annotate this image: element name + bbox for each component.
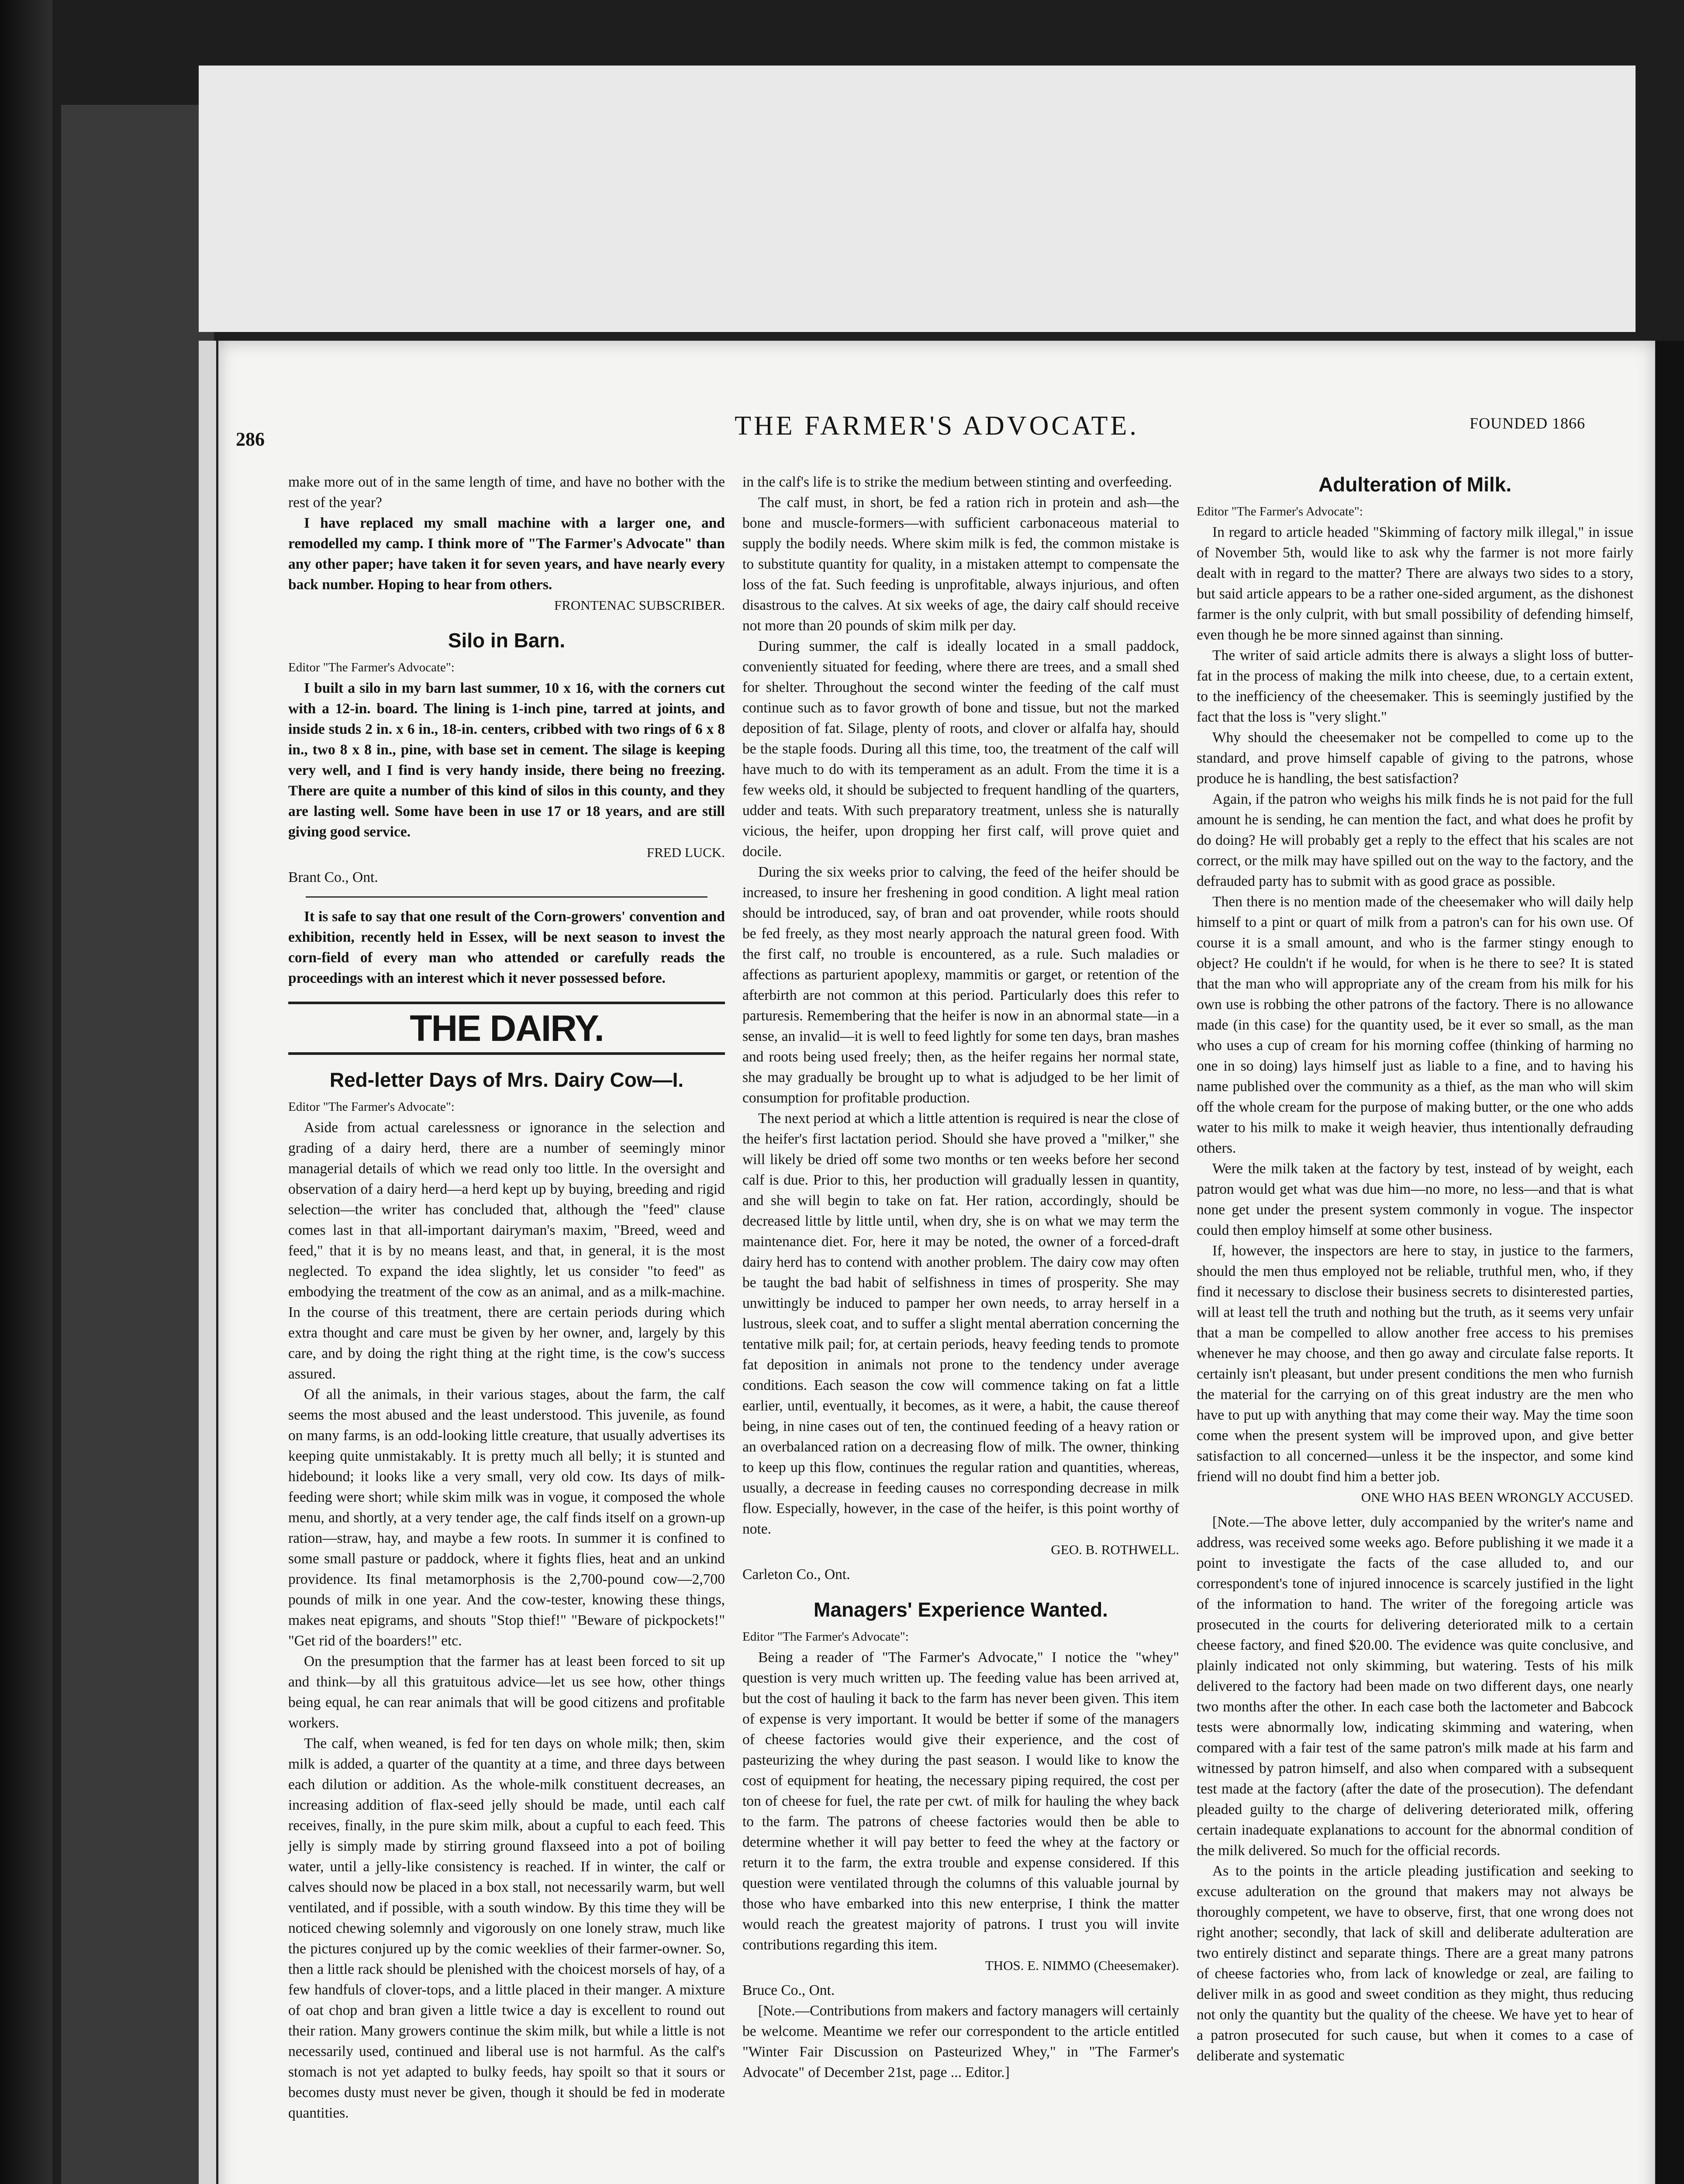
signature: FRONTENAC SUBSCRIBER.: [554, 598, 725, 613]
editor-note: [Note.—Contributions from makers and factory managers will certainly be welcome. Meantime we refer our correspondent to the article entitled "Winter Fair Discussion on Pasteurized Whey," in "The Farmer's Advocate" of December 21st, page ... Editor.]: [742, 2003, 1179, 2080]
paragraph: Were the milk taken at the factory by test, instead of by weight, each patron would get what was due him—no more, no less—and that is what none get under the present system commonly in vogue. The inspector could then employ himself at some other business.: [1197, 1161, 1633, 1238]
paragraph: I have replaced my small machine with a larger one, and remodelled my camp. I think more of "The Farmer's Advocate" than any other paper; have taken it for seven years, and have nearly every back number. Hoping to hear from others.: [288, 515, 725, 593]
paragraph: The writer of said article admits there is always a slight loss of butter-fat in the process of making the milk into cheese, due, to a certain extent, to the inefficiency of the cheesemaker. This is seemingly justified by the fact that the loss is "very slight.": [1197, 647, 1633, 725]
newspaper-page: [218, 341, 1655, 2184]
column-1: [288, 472, 725, 2123]
signature: ONE WHO HAS BEEN WRONGLY ACCUSED.: [1361, 1489, 1633, 1505]
masthead-title: THE FARMER'S ADVOCATE.: [735, 411, 1139, 441]
place-line: Brant Co., Ont.: [288, 869, 378, 885]
paragraph: Aside from actual carelessness or ignorance in the selection and grading of a dairy herd, there are a number of seemingly minor managerial details of which we read only too little. In the oversight and observation of a dairy herd—a herd kept up by buying, breeding and rigid selection—the writer has concluded that, although the "feed" clause comes last in that all-important dairyman's maxim, "Breed, weed and feed," that it is by no means least, and that, in general, it is the most neglected. To expand the idea slightly, let us consider "to feed" as embodying the treatment of the cow as an animal, and as a milk-machine. In the course of this treatment, there are certain periods during which extra thought and care must be given by her owner, and, largely by this care, and by doing the right thing at the right time, is the cow's success assured.: [288, 1120, 725, 1382]
department-banner: THE DAIRY.: [288, 1002, 725, 1055]
signature: THOS. E. NIMMO (Cheesemaker).: [985, 1958, 1179, 1973]
column-3: [1197, 472, 1633, 2066]
editor-line: Editor "The Farmer's Advocate":: [288, 660, 455, 674]
paragraph: The next period at which a little attention is required is near the close of the heifer's first lactation period. Should she have proved a "milker," she will likely be dried off some two months or ten weeks before her second calf is due. Prior to this, her production will gradually lessen in quantity, and she will begin to take on fat. Her ration, accordingly, should be decreased little by little until, when dry, she is on what we may term the maintenance diet. For, here it may be noted, the owner of a forced-draft dairy herd has to contend with another problem. The dairy cow may often be taught the bad habit of selfishness in times of prosperity. She may unwittingly be induced to pamper her own needs, to array herself in a lustrous, sleek coat, and to suffer a slight mental aberration concerning the tentative milk pail; for, at certain periods, heavy feeding tends to promote fat deposition in animals not prone to the tendency under average conditions. Each season the cow will commence taking on fat a little earlier, until, eventually, it becomes, as it were, a habit, the cause thereof being, in nine cases out of ten, the continued feeding of a heavy ration or an overbalanced ration on a decreasing flow of milk. The owner, thinking to keep up this flow, continues the regular ration and quantities, whereas, usually, a decrease in feeding causes no corresponding decrease in milk flow. Especially, however, in the case of the heifer, is this point worthy of note.: [742, 1110, 1179, 1537]
divider: [306, 896, 707, 898]
founded-date: FOUNDED 1866: [1469, 415, 1585, 432]
paragraph: Of all the animals, in their various stages, about the farm, the calf seems the most abused and the least understood. This juvenile, as found on many farms, is an odd-looking little creature, that usually advertises its keeping quite unmistakably. It is pretty much all belly; it is stunted and hidebound; it looks like a very small, very old cow. Its days of milk-feeding were short; while skim milk was in vogue, it composed the whole menu, and shortly, at a very tender age, the calf finds itself on a grown-up ration—straw, hay, and maybe a few roots. In summer it is confined to some small pasture or paddock, where it fights flies, heat and an unkind providence. Its final metamorphosis is the 2,700-pound cow—2,700 pounds of milk in one year. And the cow-tester, knowing these things, makes neat epigrams, and shouts "Stop thief!" "Beware of pickpockets!" "Get rid of the boarders!" etc.: [288, 1386, 725, 1649]
paragraph: On the presumption that the farmer has at least been forced to sit up and think—by all this gratuitous advice—let us see how, other things being equal, he can rear animals that will be good citizens and profitable workers.: [288, 1653, 725, 1731]
paragraph: In regard to article headed "Skimming of factory milk illegal," in issue of November 5th, would like to ask why the farmer is not more fairly dealt with in regard to the matter? There are always two sides to a story, but said article appears to be a rather one-sided argument, as the dishonest farmer is the only culprit, with but small possibility of defending himself, even though he be more sinned against than sinning.: [1197, 524, 1633, 643]
column-2: [742, 472, 1179, 2083]
page-number: 286: [236, 429, 265, 450]
paragraph: Being a reader of "The Farmer's Advocate," I notice the "whey" question is very much written up. The feeding value has been arrived at, but the cost of hauling it back to the farm has never been given. This item of expense is very important. It would be better if some of the managers of cheese factories would give their experience, and the cost of pasteurizing the whey during the past season. I would like to know the cost of equipment for heating, the necessary piping required, the cost per ton of cheese for fuel, the rate per cwt. of milk for hauling the whey back to the farm. The patrons of cheese factories would then be able to determine whether it will pay better to feed the whey at the factory or return it to the farm, the extra trouble and expense considered. If this question were ventilated through the columns of this valuable journal by those who have embarked into this new enterprise, I think the matter would reach the greatest majority of patrons. I trust you will invite contributions regarding this item.: [742, 1649, 1179, 1953]
scan-top-band: [199, 66, 1636, 332]
editor-line: Editor "The Farmer's Advocate":: [288, 1100, 455, 1114]
signature: GEO. B. ROTHWELL.: [1051, 1542, 1179, 1557]
paragraph: Why should the cheesemaker not be compelled to come up to the standard, and prove himself capable of giving to the patrons, whose produce he is handling, the best satisfaction?: [1197, 729, 1633, 787]
editor-note: [Note.—The above letter, duly accompanied by the writer's name and address, was received some weeks ago. Before publishing it we made it a point to investigate the facts of the case alluded to, and our correspondent's tone of injured innocence is scarcely justified in the light of the information to hand. The writer of the foregoing article was prosecuted in the courts for delivering deteriorated milk to a certain cheese factory, and fined $20.00. The evidence was quite conclusive, and plainly indicated not only skimming, but watering. Tests of his milk delivered to the factory had been made on two different days, one nearly two months after the other. In each case both the lactometer and Babcock tests were abnormally low, indicating skimming and watering, when compared with a fair test of the same patron's milk made at his farm and witnessed by patron himself, and also when compared with a subsequent test made at the factory (after the date of the prosecution). The defendant pleaded guilty to the charge of delivering deteriorated milk, offering certain inadequate explanations to account for the abnormal condition of the milk delivered. So much for the official records.: [1197, 1514, 1633, 1859]
paragraph: Then there is no mention made of the cheesemaker who will daily help himself to a pint or quart of milk from a patron's can for his own use. Of course it is a small amount, and who is the farmer stingy enough to object? He couldn't if he would, for when is he there to see? It is stated that the man who will appropriate any of the cream from his milk for his own use is robbing the other patrons of the factory. There is no allowance made (in this case) for the quantity used, be it ever so small, as the man who uses a cup of cream for his morning coffee (thinking of harming no one in so doing) lays himself just as liable to a fine, and to having his name published over the community as a thief, as the man who will skim off the whole cream for the purpose of making butter, or the one who adds water to his milk to make it weigh heavier, thus intentionally defrauding others.: [1197, 894, 1633, 1156]
scan-shadow: [61, 105, 214, 2184]
paragraph: I built a silo in my barn last summer, 10 x 16, with the corners cut with a 12-in. board. The lining is 1-inch pine, tarred at joints, and inside studs 2 in. x 6 in., 18-in. centers, cribbed with two rings of 6 x 8 in., two 8 x 8 in., pine, with base set in cement. The silage is keeping very well, and I find is very handy inside, there being no freezing. There are quite a number of this kind of silos in this county, and they are lasting well. Some have been in use 17 or 18 years, and are still giving good service.: [288, 680, 725, 840]
underlying-sheet: [199, 341, 216, 2184]
paragraph: in the calf's life is to strike the medium between stinting and overfeeding.: [742, 474, 1172, 490]
paragraph: During summer, the calf is ideally located in a small paddock, conveniently situated for feeding, where there are trees, and a small shed for shelter. Throughout the second winter the feeding of the calf must continue such as to favor growth of bone and tissue, but not the marked deposition of fat. Silage, plenty of roots, and clover or alfalfa hay, should be the staple foods. During all this time, too, the treatment of the calf will have much to do with its temperament as an adult. From the time it is a few weeks old, it should be subjected to frequent handling of the quarters, udder and teats. With such preparatory treatment, unless she is naturally vicious, the heifer, upon dropping her first calf, will prove quiet and docile.: [742, 638, 1179, 860]
paragraph: The calf must, in short, be fed a ration rich in protein and ash—the bone and muscle-formers—with sufficient carbonaceous material to supply the bodily needs. Where skim milk is fed, the common mistake is to substitute quantity for quality, in a mistaken attempt to compensate the loss of the fat. Such feeding is unprofitable, always injurious, and often disastrous to the calves. At six weeks of age, the dairy calf should receive not more than 20 pounds of skim milk per day.: [742, 494, 1179, 634]
scan-margin-right: [1655, 341, 1684, 2184]
paragraph: During the six weeks prior to calving, the feed of the heifer should be increased, to insure her freshening in good condition. A light meal ration should be introduced, say, of bran and oat provender, while roots should be fed freely, as they most nearly approach the natural green food. With the first calf, no trouble is encountered, as a rule. Such maladies or affections as parturient apoplexy, mammitis or garget, or retention of the afterbirth are not common at this period. Particularly does this refer to parturesis. Remembering that the heifer is now in an abnormal state—in a sense, an invalid—it is well to feed lightly for some ten days, bran mashes and roots being used freely; then, as the heifer regains her normal state, she may gradually be brought up to what is adjudged to be her limit of consumption for profitable production.: [742, 864, 1179, 1106]
paragraph: Again, if the patron who weighs his milk finds he is not paid for the full amount he is sending, he can mention the fact, and what does he profit by do doing? He will probably get a reply to the effect that his scales are not correct, or the milk may have spilled out on the way to the factory, and the defrauded party has to submit with as good grace as possible.: [1197, 791, 1633, 889]
paragraph: make more out of in the same length of time, and have no bother with the rest of the year?: [288, 474, 725, 511]
editor-line: Editor "The Farmer's Advocate":: [742, 1630, 909, 1644]
article-heading-dairy: Red-letter Days of Mrs. Dairy Cow—I.: [329, 1068, 684, 1091]
editor-line: Editor "The Farmer's Advocate":: [1197, 505, 1363, 518]
paragraph: If, however, the inspectors are here to stay, in justice to the farmers, should the men thus employed not be reliable, truthful men, who, if they find it necessary to disclose their business secrets to disinterested parties, will at least tell the truth and nothing but the truth, as it seems very unfair that a man be compelled to allow another free access to his premises whenever he may choose, and then go away and circulate false reports. It certainly isn't pleasant, but under present conditions the men who furnish the material for the carrying on of this great industry are the men who have to put up with anything that may come their way. May the time soon come when the present system will be improved upon, and give better satisfaction to all concerned—unless it be the inspector, and some kind friend will no doubt find him a better job.: [1197, 1243, 1633, 1485]
article-heading-silo: Silo in Barn.: [448, 629, 566, 652]
place-line: Bruce Co., Ont.: [742, 1982, 835, 1998]
place-line: Carleton Co., Ont.: [742, 1566, 850, 1583]
page-header: [218, 411, 1655, 463]
paragraph: The calf, when weaned, is fed for ten days on whole milk; then, skim milk is added, a quarter of the quantity at a time, and three days between each dilution or addition. As the whole-milk constituent decreases, an increasing addition of flax-seed jelly should be made, until each calf receives, finally, in the pure skim milk, about a cupful to each feed. This jelly is simply made by stirring ground flaxseed into a pot of boiling water, until a jelly-like consistency is reached. If in winter, the calf or calves should now be placed in a box stall, not necessarily warm, but well ventilated, and if possible, with a south window. By this time they will be noticed chewing solemnly and vigorously on one lonely straw, much like the pictures conjured up by the comic weeklies of their farmer-owner. So, then a little rack should be plenished with the choicest morsels of hay, of a few handfuls of clover-tops, and a little placed in their manger. A mixture of oat chop and bran given a little twice a day is excellent to round out their ration. Many growers continue the skim milk, but while a little is not necessarily used, continued and liberal use is not harmful. As the calf's stomach is not yet adapted to bulky feeds, hay spoilt so that it sours or becomes dusty must never be given, though it should be fed in moderate quantities.: [288, 1735, 725, 2121]
editor-note: As to the points in the article pleading justification and seeking to excuse adulteration on the ground that makers may not always be thoroughly competent, we have to observe, first, that one wrong does not right another; secondly, that lack of skill and deliberate adulteration are two entirely distinct and separate things. There are a great many patrons of cheese factories who, from lack of knowledge or zeal, are failing to deliver milk in as good and sweet condition as they might, thus reducing not only the quantity but the quality of the cheese. We have yet to hear of a patron prosecuted for such cause, but when it comes to a case of deliberate and systematic: [1197, 1863, 1633, 2064]
scan-margin-left: [0, 0, 52, 2184]
article-heading-adulteration: Adulteration of Milk.: [1318, 473, 1512, 496]
paragraph: It is safe to say that one result of the Corn-growers' convention and exhibition, recently held in Essex, will be next season to invest the corn-field of every man who attended or carefully reads the proceedings with an interest which it never possessed before.: [288, 909, 725, 986]
article-heading-managers: Managers' Experience Wanted.: [814, 1598, 1108, 1621]
signature: FRED LUCK.: [646, 845, 725, 860]
